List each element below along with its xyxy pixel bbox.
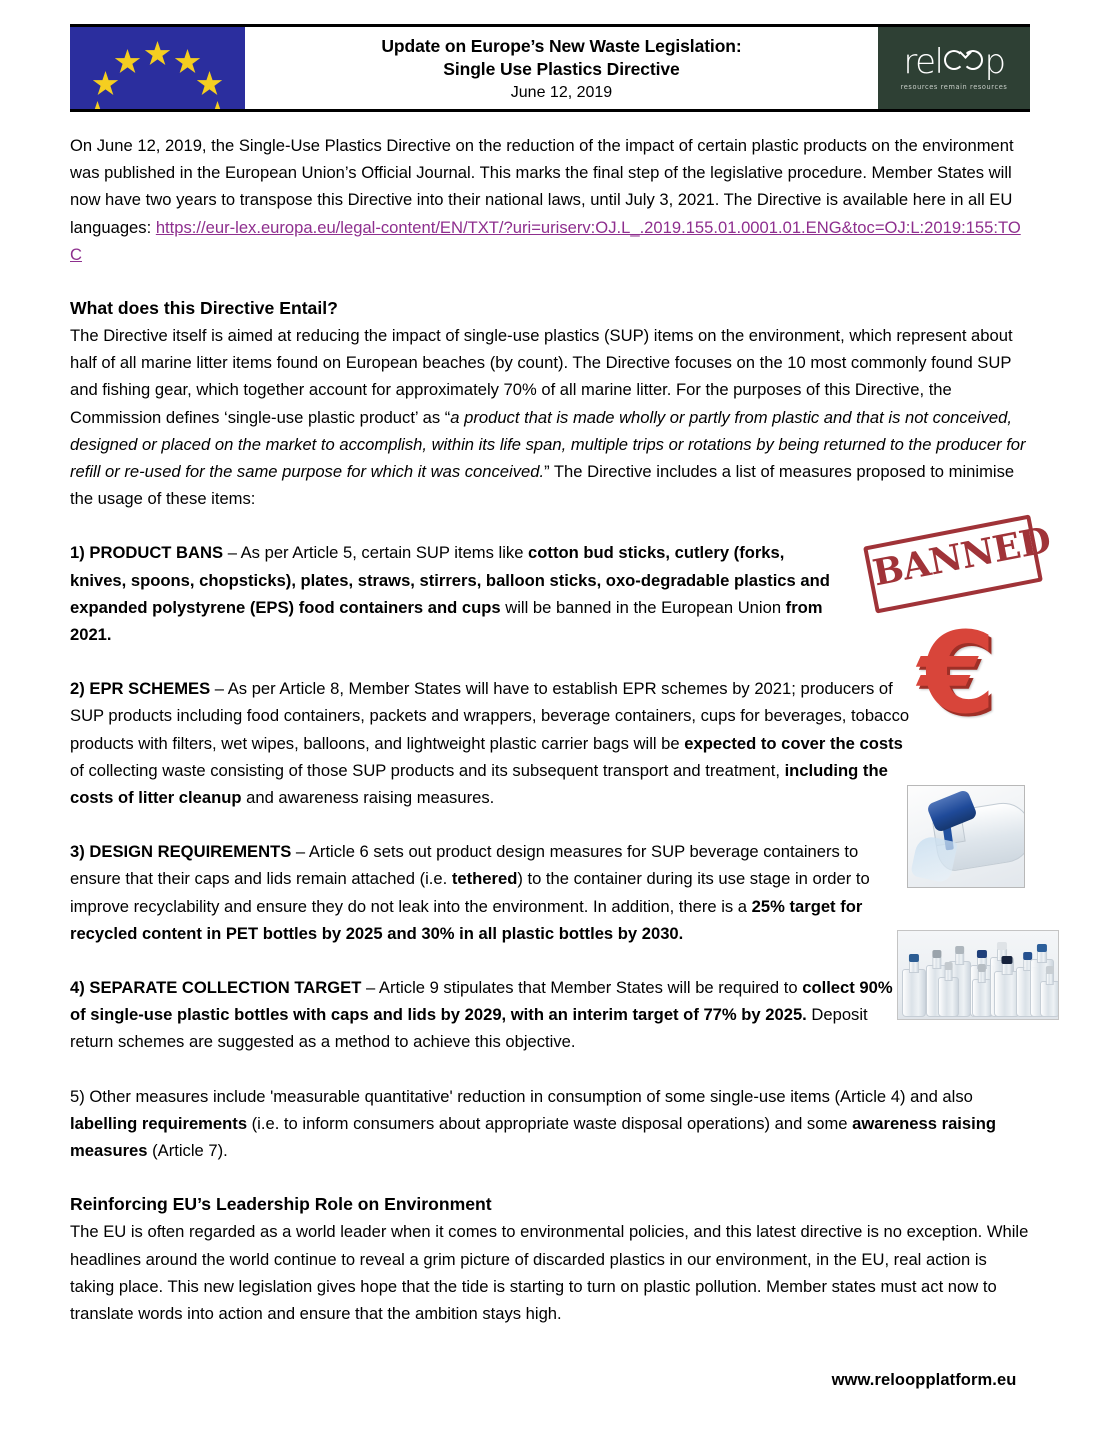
measure-5-seg2: (i.e. to inform consumers about appropriate waste disposal operations) and some: [247, 1113, 853, 1133]
measure-3-design-requirements: [70, 838, 898, 947]
heading-what-does-directive-entail: What does this Directive Entail?: [70, 298, 338, 319]
measure-1-bold2: from 2021.: [70, 597, 823, 645]
measure-3-seg2: ) to the container during its use stage in order to improve recyclability and ensure they do not leak into the environment. In addition, there is a: [70, 869, 870, 916]
measure-3-bold1: tethered: [451, 869, 518, 889]
measure-4-bold1: collect 90% of single-use plastic bottles with caps and lids by 2029, with an interim target of 77% by 2025.: [70, 978, 893, 1025]
measure-4-title: SEPARATE COLLECTION TARGET: [89, 978, 362, 998]
measure-2-seg1: – As per Article 8, Member States will have to establish EPR schemes by 2021; producers of SUP products including food containers, packets and wrappers, beverage containers, cups for beverages, tobacco products with filters, wet wipes, balloons, and lightweight plastic carrier bags will be: [70, 679, 910, 753]
measure-3-title: DESIGN REQUIREMENTS: [89, 842, 292, 862]
measure-2-title: EPR SCHEMES: [89, 679, 211, 699]
measure-2-bold1: expected to cover the costs: [684, 733, 903, 753]
intro-text: On June 12, 2019, the Single-Use Plastics Directive on the reduction of the impact of certain plastic products on the environment was published in the European Union’s Official Journal. This marks the final step of the legislative procedure. Member States will now have two years to transpose this Directive into their national laws, until July 3, 2021. The Directive is available here in all EU languages:: [70, 136, 1014, 237]
loop-oo-icon: [944, 47, 984, 73]
reloop-logo: [878, 27, 1030, 109]
measure-5-bold1: labelling requirements: [70, 1113, 248, 1133]
measure-1-title: PRODUCT BANS: [89, 543, 224, 563]
measure-1-bold1: cotton bud sticks, cutlery (forks, knives, spoons, chopsticks), plates, straws, stirrers, balloon sticks, oxo-degradable plastics and expanded polystyrene (EPS) food containers and cups: [70, 543, 830, 617]
measure-4-number: 4): [70, 978, 85, 998]
measure-3-bold2: 25% target for recycled content in PET bottles by 2025 and 30% in all plastic bottles by 2030.: [70, 896, 863, 943]
page-title-line2: Single Use Plastics Directive: [443, 58, 680, 79]
document-header: [70, 24, 1030, 112]
page-title-line1: Update on Europe’s New Waste Legislation:: [381, 35, 742, 56]
document-body: [70, 132, 1054, 1327]
measure-5-other-measures: [70, 1083, 1010, 1165]
measure-2-number: 2): [70, 679, 85, 699]
measure-5-seg3: (Article 7).: [147, 1141, 228, 1161]
entail-paragraph: [70, 322, 1032, 512]
measure-1-seg1: – As per Article 5, certain SUP items like: [223, 543, 529, 563]
measure-4-seg1: – Article 9 stipulates that Member States will be required to: [361, 978, 803, 998]
logo-text-start: rel: [903, 42, 943, 82]
measure-5-seg1: 5) Other measures include 'measurable quantitative' reduction in consumption of some single-use items (Article 4) and also: [70, 1086, 973, 1106]
measure-1-seg2: will be banned in the European Union: [500, 597, 786, 617]
entail-text-after-quote: ” The Directive includes a list of measures proposed to minimise the usage of these items:: [70, 462, 1015, 509]
measure-3-seg1: – Article 6 sets out product design measures for SUP beverage containers to ensure that their caps and lids remain attached (i.e.: [70, 842, 859, 889]
measure-3-number: 3): [70, 842, 85, 862]
logo-tagline: resources remain resources: [900, 83, 1008, 91]
measure-2-seg3: and awareness raising measures.: [241, 788, 495, 808]
reloop-wordmark: [903, 42, 1005, 82]
eur-lex-link[interactable]: https://eur-lex.europa.eu/legal-content/EN/TXT/?uri=uriserv:OJ.L_.2019.155.01.0001.01.ENG&toc=OJ:L:2019:155:TOC: [70, 217, 1021, 264]
directive-definition-quote: a product that is made wholly or partly from plastic and that is not conceived, designed or placed on the market to accomplish, within its life span, multiple trips or rotations by being returned to the producer for refill or re-used for the same purpose for which it was conceived.: [70, 407, 1026, 482]
banned-stamp-label: BANNED: [869, 518, 1054, 595]
measure-1-product-bans: [70, 539, 840, 648]
measure-2-seg2: of collecting waste consisting of those SUP products and its subsequent transport and treatment,: [70, 760, 785, 780]
intro-paragraph: [70, 132, 1032, 268]
measure-5-bold2: awareness raising measures: [70, 1113, 997, 1161]
eu-flag-cell: [70, 27, 245, 109]
header-title-block: [245, 27, 878, 109]
logo-text-end: p: [984, 42, 1005, 82]
leadership-paragraph: The EU is often regarded as a world leader when it comes to environmental policies, and this latest directive is no exception. While headlines around the world continue to reveal a grim picture of discarded plastics in our environment, in the EU, real action is taking place. This new legislation gives hope that the tide is starting to turn on plastic pollution. Member states must act now to translate words into action and ensure that the ambition stays high.: [70, 1222, 1029, 1323]
measure-2-bold2: including the costs of litter cleanup: [70, 760, 888, 808]
page-date: June 12, 2019: [510, 83, 613, 101]
eu-flag-icon: [70, 27, 245, 109]
entail-text-before-quote: The Directive itself is aimed at reducing the impact of single-use plastics (SUP) items on the environment, which represent about half of all marine litter items found on European beaches (by count). The Directive focuses on the 10 most commonly found SUP and fishing gear, which together account for approximately 70% of all marine litter. For the purposes of this Directive, the Commission defines ‘single-use plastic product’ as “: [70, 326, 1013, 427]
measure-4-seg2: Deposit return schemes are suggested as a method to achieve this objective.: [70, 1005, 868, 1052]
euro-icon: €: [918, 609, 996, 739]
measure-1-number: 1): [70, 543, 85, 563]
heading-reinforcing-eu-leadership: Reinforcing EU’s Leadership Role on Environment: [70, 1194, 492, 1215]
footer-website[interactable]: www.reloopplatform.eu: [831, 1371, 1017, 1389]
measure-2-epr-schemes: [70, 675, 920, 811]
measure-4-separate-collection-target: [70, 974, 898, 1056]
